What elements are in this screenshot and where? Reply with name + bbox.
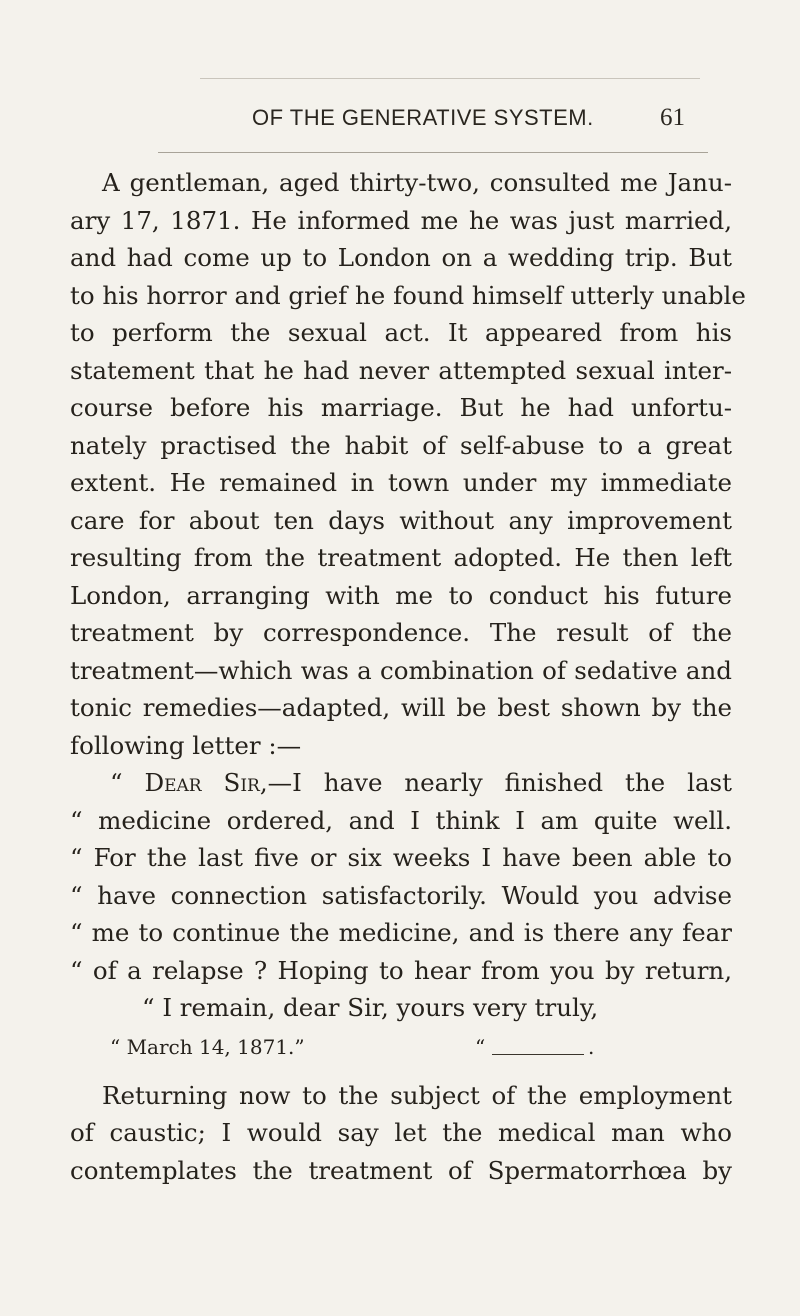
- letter-salutation: Dear Sir,: [144, 768, 268, 797]
- letter-line: “ medicine ordered, and I think I am quite well.: [70, 805, 732, 835]
- letter-line: “ of a relapse ? Hoping to hear from you by return,: [70, 955, 732, 985]
- letter-date: “ March 14, 1871.”: [110, 1034, 305, 1059]
- paragraph-line: treatment by correspondence. The result of the: [70, 618, 732, 647]
- paragraph-line: care for about ten days without any improvement: [70, 505, 732, 535]
- paragraph-line: extent. He remained in town under my immediate: [70, 468, 732, 497]
- paragraph-line: resulting from the treatment adopted. He then left: [70, 543, 732, 572]
- paragraph-line: course before his marriage. But he had unfortu-: [70, 393, 732, 422]
- paragraph-line: nately practised the habit of self-abuse to a great: [70, 430, 732, 460]
- paragraph-line: ary 17, 1871. He informed me he was just married,: [70, 205, 732, 235]
- paragraph-line: treatment—which was a combination of sedative and: [70, 655, 732, 685]
- paragraph-line: of caustic; I would say let the medical man who: [70, 1118, 732, 1147]
- caustic-paragraph: [70, 1077, 732, 1190]
- paragraph-line: London, arranging with me to conduct his future: [70, 580, 732, 610]
- signature-quote: “: [475, 1034, 486, 1059]
- letter-line: “ have connection satisfactorily. Would you advise: [70, 880, 732, 910]
- paragraph-line: to his horror and grief he found himself utterly unable: [70, 280, 746, 310]
- paragraph-line: tonic remedies—adapted, will be best shown by the: [70, 693, 732, 722]
- paragraph-line: following letter :—: [70, 730, 302, 760]
- running-head: OF THE GENERATIVE SYSTEM.: [252, 105, 594, 130]
- paragraph-line: contemplates the treatment of Spermatorrhœa by: [70, 1155, 732, 1185]
- case-paragraph: [70, 164, 746, 764]
- letter-line-text: —I have nearly finished the last: [267, 768, 732, 797]
- salutation-quote: “: [110, 768, 145, 797]
- paragraph-line: statement that he had never attempted sexual inter-: [70, 355, 732, 385]
- letter-line: “ me to continue the medicine, and is there any fear: [70, 918, 732, 947]
- signature-end: .: [588, 1034, 595, 1059]
- letter-line: [70, 764, 732, 802]
- quoted-letter: [70, 764, 732, 1067]
- letter-line: “ For the last five or six weeks I have been able to: [70, 843, 732, 872]
- paragraph-line: A gentleman, aged thirty-two, consulted me Janu-: [102, 168, 732, 197]
- top-faint-rule: [200, 78, 700, 79]
- signature-blank: [492, 1054, 584, 1055]
- letter-date-signature: [70, 1027, 732, 1067]
- page-number: 61: [660, 104, 685, 131]
- paragraph-line: Returning now to the subject of the employment: [102, 1080, 732, 1110]
- paragraph-line: to perform the sexual act. It appeared from his: [70, 318, 732, 347]
- body-text: [70, 164, 746, 1189]
- letter-closing: “ I remain, dear Sir, yours very truly,: [142, 993, 599, 1022]
- paragraph-line: and had come up to London on a wedding trip. But: [70, 243, 732, 272]
- paragraph-gap: [70, 1067, 732, 1077]
- header-rule: [158, 152, 708, 153]
